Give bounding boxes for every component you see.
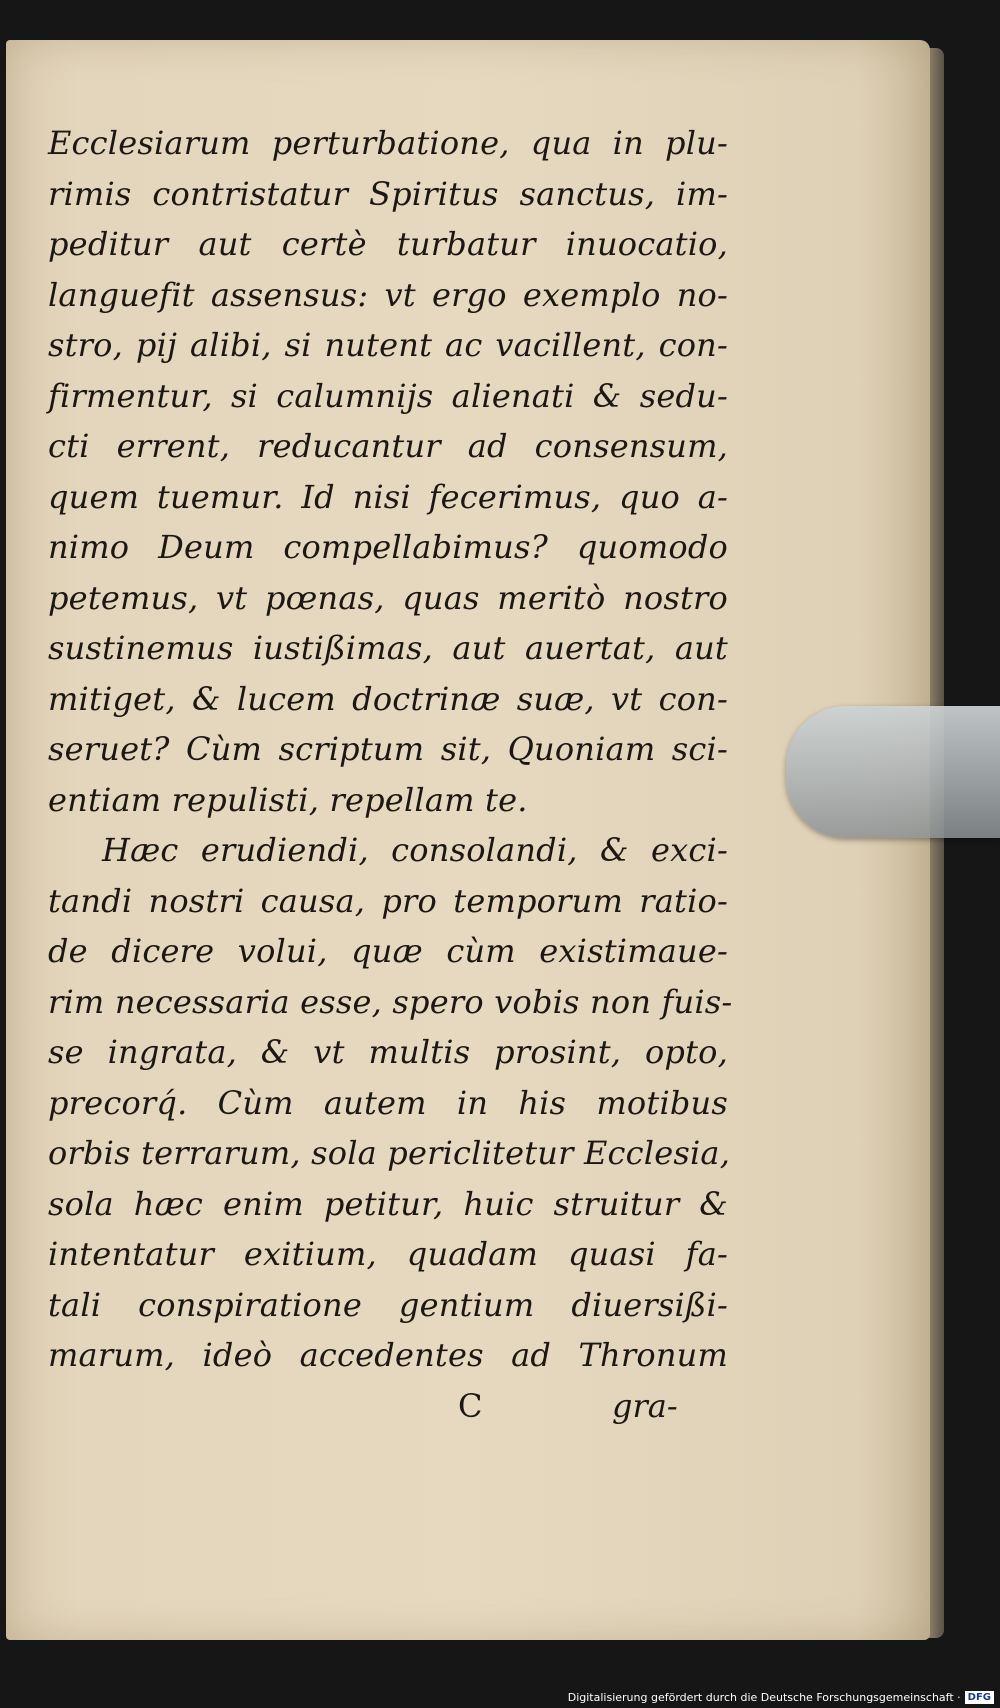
text-line: languefit assensus: vt ergo exemplo no- (48, 275, 728, 314)
text-line: peditur aut certè turbatur inuocatio, (48, 225, 728, 263)
digitization-credit (568, 1691, 994, 1704)
text-line: Hæc erudiendi, consolandi, & exci- (102, 831, 728, 869)
text-line: sustinemus iustißimas, aut auertat, aut (48, 629, 728, 667)
page-footer (0, 1387, 1000, 1437)
text-line: quem tuemur. Id nisi fecerimus, quo a- (48, 477, 728, 516)
text-line: tandi nostri causa, pro temporum ratio- (48, 881, 728, 920)
dfg-logo-icon: DFG (965, 1691, 994, 1704)
text-line: petemus, vt pœnas, quas meritò nostro (48, 578, 728, 617)
text-line: seruet? Cùm scriptum sit, Quoniam sci- (48, 730, 728, 768)
text-line: cti errent, reducantur ad consensum, (48, 427, 728, 465)
text-line: tali conspiratione gentium diuersißi- (48, 1285, 728, 1324)
text-line: se ingrata, & vt multis prosint, opto, (48, 1033, 728, 1071)
text-line: de dicere volui, quæ cùm existimaue- (48, 932, 728, 970)
text-line: precorq́. Cùm autem in his motibus (48, 1083, 728, 1122)
text-line: Ecclesiarum perturbatione, qua in plu- (48, 124, 728, 162)
text-line: entiam repulisti, repellam te. (48, 780, 528, 819)
text-line: intentatur exitium, quadam quasi fa- (48, 1235, 728, 1273)
text-line: mitiget, & lucem doctrinæ suæ, vt con- (48, 679, 728, 718)
text-line: rimis contristatur Spiritus sanctus, im- (48, 174, 728, 213)
text-line: sola hæc enim petitur, huic struitur & (48, 1184, 728, 1223)
page-clip (786, 706, 1000, 838)
text-line: orbis terrarum, sola periclitetur Ecclesia, (48, 1134, 731, 1172)
text-line: marum, ideò accedentes ad Thronum (48, 1336, 728, 1374)
catchword: gra- (612, 1387, 678, 1425)
credit-text: Digitalisierung gefördert durch die Deutsche Forschungsgemeinschaft · (567, 1691, 961, 1704)
signature-mark: C (458, 1387, 483, 1425)
text-line: stro, pij alibi, si nutent ac vacillent, con- (48, 326, 728, 364)
page-text-block (48, 118, 733, 1381)
text-line: firmentur, si calumnijs alienati & sedu- (48, 376, 728, 415)
text-line: nimo Deum compellabimus? quomodo (48, 528, 728, 566)
text-line: rim necessaria esse, spero vobis non fuis- (48, 982, 733, 1021)
